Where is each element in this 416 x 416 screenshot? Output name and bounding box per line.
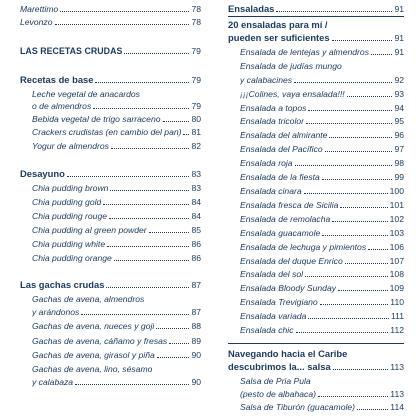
index-entry: Gachas de avena, girasol y piña 90	[32, 350, 201, 360]
index-entry: Chia pudding white 86	[32, 239, 201, 249]
index-entry: Chia pudding orange 86	[32, 253, 201, 263]
index-entry: Salsa de Pria Pula	[240, 376, 311, 386]
index-entry: Ensalada de remolacha 102	[240, 214, 404, 224]
index-entry: Ensalada guacamole 103	[240, 228, 404, 238]
index-entry: Crackers crudistas (en cambio del pan) 81	[32, 127, 201, 137]
index-entry: Ensalada Trevigiano 110	[240, 297, 404, 307]
index-entry: Chia pudding al green powder 85	[32, 225, 201, 235]
index-entry: Chia pudding gold 84	[32, 197, 201, 207]
index-entry: y arándonos 87	[32, 307, 201, 317]
index-entry: Ensalada a topos 94	[240, 103, 404, 113]
subsection-heading: Las gachas crudas 87	[20, 279, 201, 290]
index-entry: Ensalada del duque Enrico 107	[240, 256, 404, 266]
index-entry: Gachas de avena, almendros	[32, 294, 145, 304]
index-entry: Levonzo 78	[20, 17, 201, 27]
index-entry: Chia pudding rouge 84	[32, 211, 201, 221]
index-entry: Ensalada del almirante 96	[240, 130, 404, 140]
index-entry: Ensalada de judías mungo	[240, 61, 342, 71]
subsection-heading: Navegando hacia el Caribe	[228, 348, 348, 359]
index-entry: Gachas de avena, nueces y goji 88	[32, 321, 201, 331]
index-entry: ¡¡¡Colines, vaya ensalada!!! 93	[240, 89, 404, 99]
index-entry: Chia pudding brown 83	[32, 183, 201, 193]
index-entry: Salsa de Tiburón (guacamole) 114	[240, 402, 404, 412]
index-entry: Ensalada tricolor 95	[240, 116, 404, 126]
index-entry: Gachas de avena, cáñamo y fresas 89	[32, 336, 201, 346]
subsection-heading: pueden ser suficientes 91	[228, 32, 404, 43]
index-entry: Ensalada de la fiesta 99	[240, 172, 404, 182]
divider	[228, 343, 404, 344]
index-entry: Bebida vegetal de trigo sarraceno 80	[32, 114, 201, 124]
index-entry: o de almendros 79	[32, 101, 201, 111]
index-entry: y calabacines 92	[240, 75, 404, 85]
subsection-heading: Ensaladas 91	[228, 3, 404, 14]
index-entry: Ensalada de lechuga y pimientos 106	[240, 242, 404, 252]
index-entry: Marettimo 78	[20, 4, 201, 14]
index-entry: y calabaza 90	[32, 377, 201, 387]
index-entry: Ensalada de lentejas y almendros 91	[240, 47, 404, 57]
section-title: LAS RECETAS CRUDAS 79	[20, 46, 201, 56]
subsection-heading: descubrimos la... salsa 113	[228, 361, 404, 372]
index-entry: Ensalada Bloody Sunday 109	[240, 283, 404, 293]
index-entry: (pesto de albahaca) 113	[240, 389, 404, 399]
subsection-heading: Recetas de base 79	[20, 74, 201, 85]
index-entry: Yogur de almendros 82	[32, 141, 201, 151]
index-entry: Ensalada del sol 108	[240, 269, 404, 279]
index-entry: Ensalada chic 112	[240, 325, 404, 335]
index-entry: Ensalada cinara 100	[240, 186, 404, 196]
index-entry: Ensalada variada 111	[240, 311, 404, 321]
index-entry: Ensalada roja 98	[240, 158, 404, 168]
divider	[228, 16, 404, 17]
index-entry: Ensalada del Pacífico 97	[240, 144, 404, 154]
index-entry: Gachas de avena, lino, sésamo	[32, 364, 153, 374]
index-entry: Ensalada fresca de Sicilia 101	[240, 200, 404, 210]
subsection-heading: Desayuno 83	[20, 168, 201, 179]
index-entry: Leche vegetal de anacardos	[32, 89, 140, 99]
subsection-heading: 20 ensaladas para mí /	[228, 19, 328, 30]
